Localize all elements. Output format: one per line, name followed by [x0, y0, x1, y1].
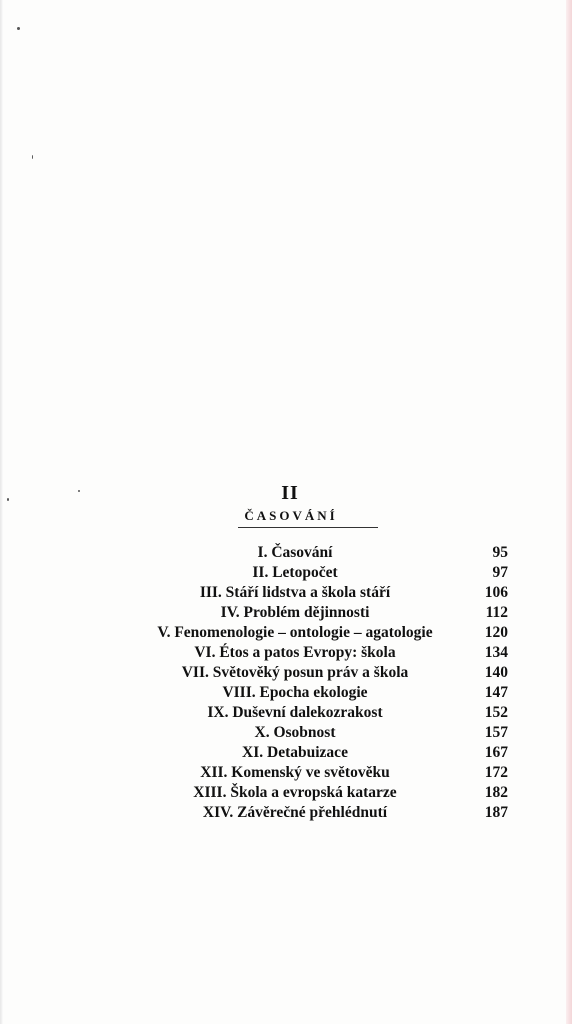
toc-entry[interactable] — [120, 803, 520, 823]
scan-speck — [32, 155, 33, 159]
toc-entry-page: 106 — [484, 584, 508, 601]
toc-entry[interactable] — [120, 683, 520, 703]
table-of-contents — [120, 543, 520, 823]
toc-entry[interactable] — [120, 763, 520, 783]
toc-entry[interactable] — [120, 743, 520, 763]
scan-speck — [17, 27, 20, 30]
toc-entry-title: XI. Detabuizace — [242, 744, 348, 761]
toc-entry-title: IV. Problém dějinnosti — [220, 604, 370, 621]
toc-entry-page: 95 — [492, 544, 508, 561]
toc-entry[interactable] — [120, 723, 520, 743]
toc-entry-title: V. Fenomenologie – ontologie – agatologie — [157, 624, 433, 641]
toc-entry-title: X. Osobnost — [254, 724, 336, 741]
toc-entry-title: XIV. Závěrečné přehlédnutí — [202, 804, 388, 821]
toc-entry-title: XIII. Škola a evropská katarze — [193, 784, 397, 801]
toc-entry[interactable] — [120, 783, 520, 803]
toc-entry-page: 140 — [484, 664, 508, 681]
toc-entry-title: III. Stáří lidstva a škola stáří — [199, 584, 391, 601]
toc-entry-title: XII. Komenský ve světověku — [200, 764, 390, 781]
toc-entry[interactable] — [120, 703, 520, 723]
toc-entry[interactable] — [120, 643, 520, 663]
toc-entry-page: 187 — [484, 804, 508, 821]
toc-entry[interactable] — [120, 563, 520, 583]
part-number: II — [281, 482, 299, 504]
toc-entry-page: 167 — [484, 744, 508, 761]
toc-entry-title: I. Časování — [257, 544, 333, 561]
toc-entry-page: 182 — [484, 784, 508, 801]
part-title-underline — [238, 527, 378, 528]
toc-entry[interactable] — [120, 663, 520, 683]
toc-entry[interactable] — [120, 623, 520, 643]
toc-entry-page: 172 — [484, 764, 508, 781]
toc-entry[interactable] — [120, 603, 520, 623]
toc-entry-page: 147 — [484, 684, 508, 701]
toc-entry-title: VIII. Epocha ekologie — [222, 684, 368, 701]
part-title: ČASOVÁNÍ — [244, 508, 338, 523]
toc-entry-page: 152 — [484, 704, 508, 721]
toc-entry[interactable] — [120, 583, 520, 603]
toc-entry-page: 120 — [484, 624, 508, 641]
toc-entry-page: 134 — [484, 644, 508, 661]
toc-entry-title: VI. Étos a patos Evropy: škola — [194, 644, 396, 661]
toc-entry-title: IX. Duševní dalekozrakost — [207, 704, 383, 721]
toc-entry-page: 157 — [484, 724, 508, 741]
toc-entry-page: 97 — [492, 564, 508, 581]
toc-entry[interactable] — [120, 543, 520, 563]
toc-entry-page: 112 — [485, 604, 508, 621]
toc-entry-title: II. Letopočet — [252, 564, 338, 581]
toc-entry-title: VII. Světověký posun práv a škola — [181, 664, 409, 681]
